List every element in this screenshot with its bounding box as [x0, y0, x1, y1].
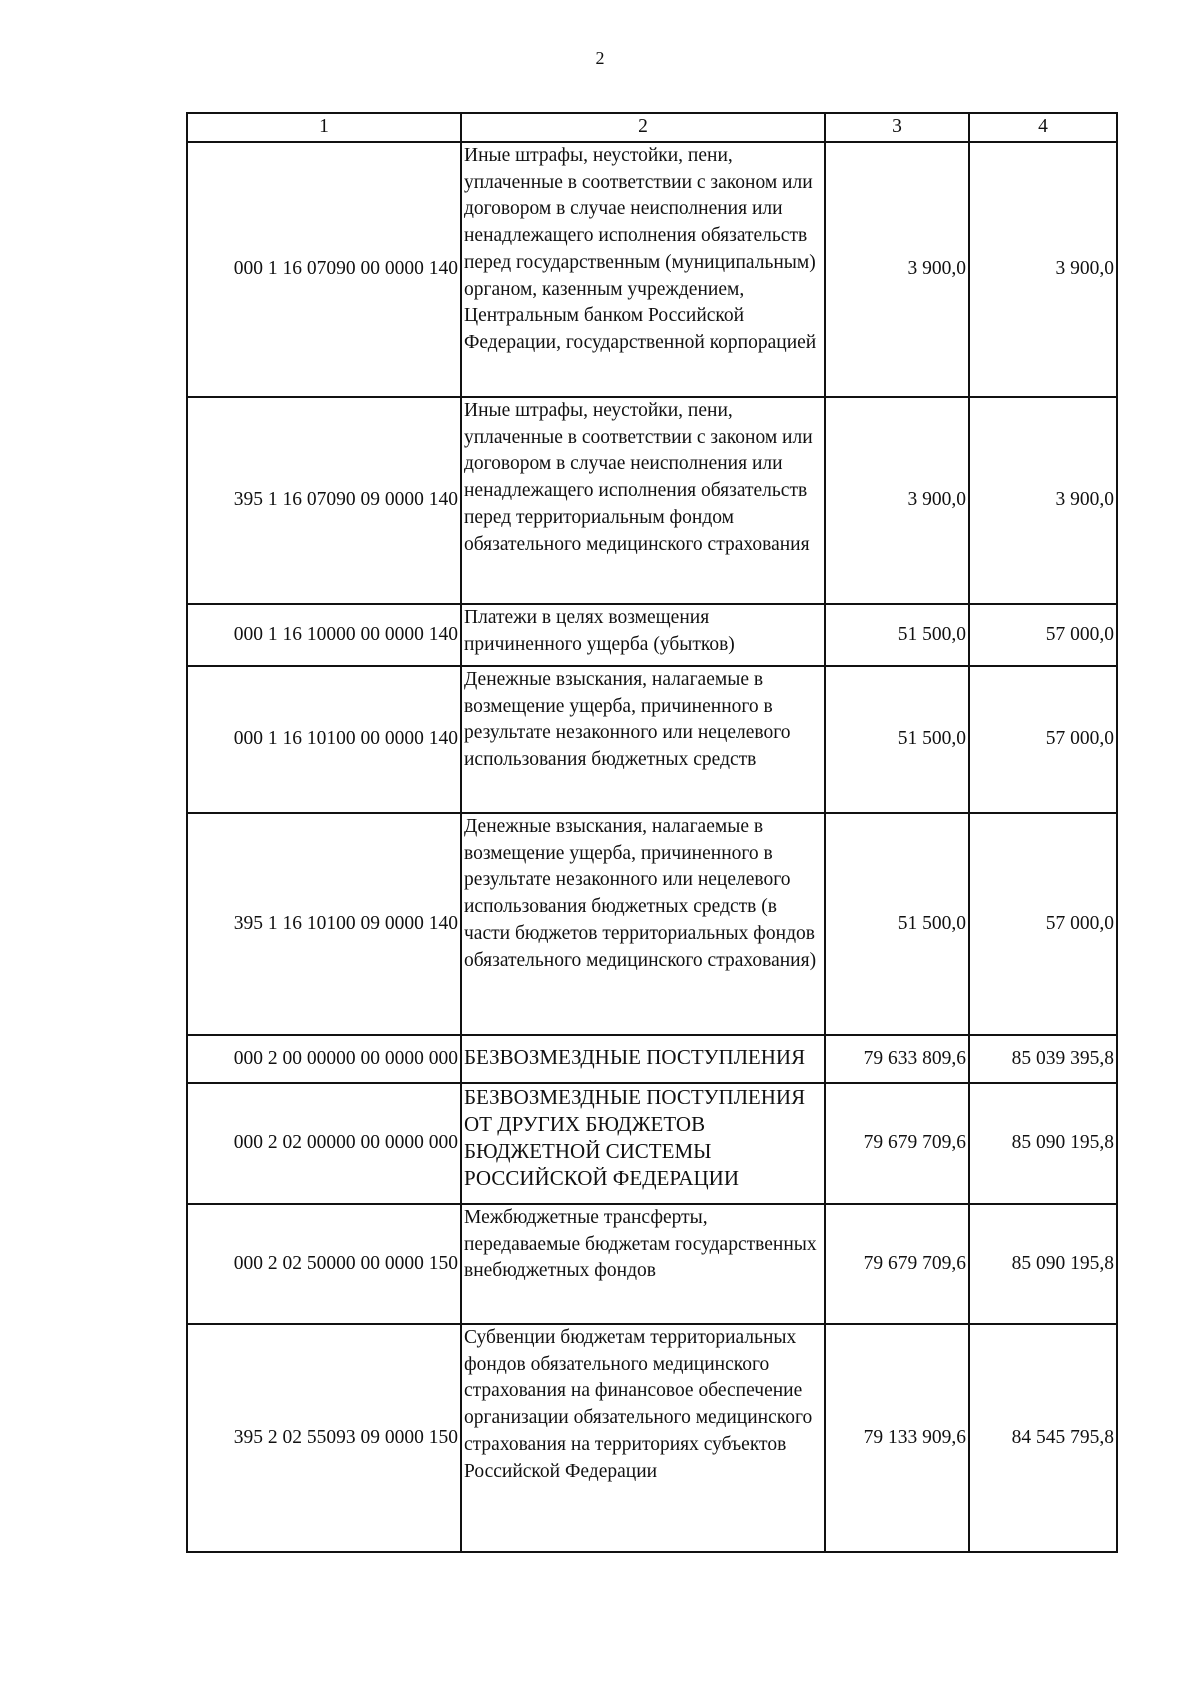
budget-code: 000 2 02 50000 00 0000 150: [187, 1204, 461, 1324]
table-row: [187, 1204, 1117, 1324]
budget-code: 000 1 16 10100 00 0000 140: [187, 666, 461, 813]
amount-col3: 79 133 909,6: [825, 1324, 969, 1552]
budget-code: 000 1 16 10000 00 0000 140: [187, 604, 461, 666]
revenue-name: Денежные взыскания, налагаемые в возмещение ущерба, причиненного в результате незаконного или нецелевого использования бюджетных средств: [461, 666, 825, 813]
table-row: [187, 397, 1117, 604]
amount-col4: 85 039 395,8: [969, 1035, 1117, 1083]
revenue-name: БЕЗВОЗМЕЗДНЫЕ ПОСТУПЛЕНИЯ ОТ ДРУГИХ БЮДЖЕТОВ БЮДЖЕТНОЙ СИСТЕМЫ РОССИЙСКОЙ ФЕДЕРАЦИИ: [461, 1083, 825, 1204]
amount-col3: 51 500,0: [825, 666, 969, 813]
revenue-name: Иные штрафы, неустойки, пени, уплаченные в соответствии с законом или договором в случае неисполнения или ненадлежащего исполнения обязательств перед территориальным фондом обязательного медицинского страхования: [461, 397, 825, 604]
column-header-4: 4: [969, 113, 1117, 142]
amount-col4: 85 090 195,8: [969, 1204, 1117, 1324]
revenue-name: БЕЗВОЗМЕЗДНЫЕ ПОСТУПЛЕНИЯ: [461, 1035, 825, 1083]
revenue-name: Субвенции бюджетам территориальных фондов обязательного медицинского страхования на финансовое обеспечение организации обязательного медицинского страхования на территориях субъектов Российской Федерации: [461, 1324, 825, 1552]
column-header-1: 1: [187, 113, 461, 142]
amount-col3: 51 500,0: [825, 604, 969, 666]
budget-code: 000 1 16 07090 00 0000 140: [187, 142, 461, 397]
amount-col3: 79 679 709,6: [825, 1204, 969, 1324]
revenue-name: Денежные взыскания, налагаемые в возмещение ущерба, причиненного в результате незаконного или нецелевого использования бюджетных средств (в части бюджетов территориальных фондов обязательного медицинского страхования): [461, 813, 825, 1035]
amount-col3: 51 500,0: [825, 813, 969, 1035]
amount-col3: 3 900,0: [825, 142, 969, 397]
column-header-2: 2: [461, 113, 825, 142]
table-row: [187, 1035, 1117, 1083]
table-row: [187, 1083, 1117, 1204]
budget-code: 395 1 16 07090 09 0000 140: [187, 397, 461, 604]
table-row: [187, 666, 1117, 813]
amount-col4: 57 000,0: [969, 666, 1117, 813]
amount-col3: 3 900,0: [825, 397, 969, 604]
amount-col4: 3 900,0: [969, 142, 1117, 397]
column-header-3: 3: [825, 113, 969, 142]
table-row: [187, 1324, 1117, 1552]
budget-code: 000 2 00 00000 00 0000 000: [187, 1035, 461, 1083]
table-row: [187, 142, 1117, 397]
amount-col4: 57 000,0: [969, 604, 1117, 666]
amount-col4: 57 000,0: [969, 813, 1117, 1035]
page-number: 2: [595, 48, 605, 68]
header-row: [187, 113, 1117, 142]
table-row: [187, 604, 1117, 666]
amount-col4: 84 545 795,8: [969, 1324, 1117, 1552]
revenue-name: Межбюджетные трансферты, передаваемые бюджетам государственных внебюджетных фондов: [461, 1204, 825, 1324]
amount-col3: 79 679 709,6: [825, 1083, 969, 1204]
amount-col4: 3 900,0: [969, 397, 1117, 604]
amount-col4: 85 090 195,8: [969, 1083, 1117, 1204]
amount-col3: 79 633 809,6: [825, 1035, 969, 1083]
budget-code: 395 1 16 10100 09 0000 140: [187, 813, 461, 1035]
budget-revenue-table: [186, 112, 1118, 1553]
revenue-name: Платежи в целях возмещения причиненного ущерба (убытков): [461, 604, 825, 666]
budget-code: 395 2 02 55093 09 0000 150: [187, 1324, 461, 1552]
budget-code: 000 2 02 00000 00 0000 000: [187, 1083, 461, 1204]
revenue-name: Иные штрафы, неустойки, пени, уплаченные в соответствии с законом или договором в случае неисполнения или ненадлежащего исполнения обязательств перед государственным (муниципальным) органом, казенным учреждением, Центральным банком Российской Федерации, государственной корпорацией: [461, 142, 825, 397]
table-row: [187, 813, 1117, 1035]
